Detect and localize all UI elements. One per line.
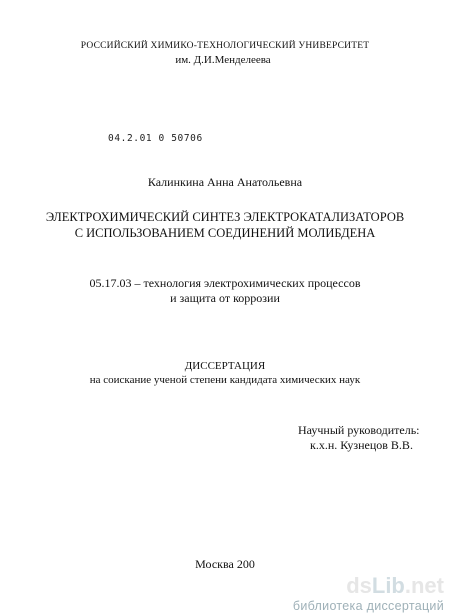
specialty bbox=[0, 276, 450, 306]
title-line-1: ЭЛЕКТРОХИМИЧЕСКИЙ СИНТЕЗ ЭЛЕКТРОКАТАЛИЗАТОРОВ bbox=[45, 210, 405, 224]
supervisor-name: к.х.н. Кузнецов В.В. bbox=[310, 438, 413, 452]
university-name: РОССИЙСКИЙ ХИМИКО-ТЕХНОЛОГИЧЕСКИЙ УНИВЕРСИТЕТ bbox=[80, 41, 370, 51]
title-line-2: С ИСПОЛЬЗОВАНИЕМ СОЕДИНЕНИЙ МОЛИБДЕНА bbox=[74, 226, 376, 240]
watermark-subtitle: библиотека диссертаций bbox=[292, 599, 444, 613]
registration-stamp: 04.2.01 0 50706 bbox=[108, 133, 203, 144]
logo-ds: ds bbox=[346, 573, 372, 598]
dissertation-title bbox=[0, 209, 450, 241]
dslib-logo bbox=[293, 574, 444, 598]
logo-net: .net bbox=[404, 573, 444, 598]
city-year: Москва 200 bbox=[195, 557, 255, 571]
author-name: Калинкина Анна Анатольевна bbox=[147, 175, 303, 189]
dissertation-label: ДИССЕРТАЦИЯ bbox=[184, 360, 266, 372]
degree-text: на соискание ученой степени кандидата химических наук bbox=[89, 374, 361, 386]
supervisor-block bbox=[298, 423, 420, 453]
specialty-line-2: и защита от коррозии bbox=[170, 291, 280, 305]
supervisor-label: Научный руководитель: bbox=[298, 423, 420, 437]
specialty-line-1: 05.17.03 – технология электрохимических процессов bbox=[89, 276, 361, 290]
university-named-after: им. Д.И.Менделеева bbox=[175, 54, 271, 66]
dslib-watermark bbox=[293, 574, 444, 613]
logo-lib: Lib bbox=[371, 573, 405, 598]
